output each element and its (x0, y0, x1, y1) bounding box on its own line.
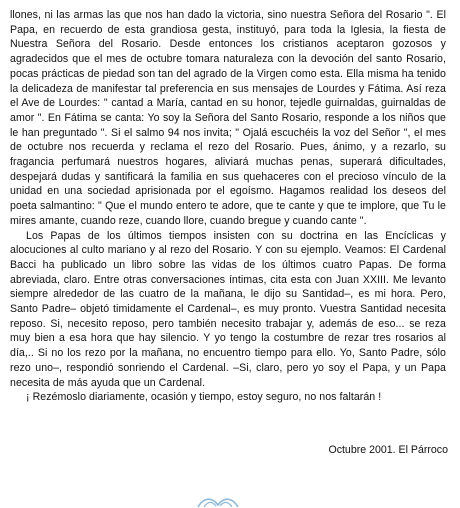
signature-line: Octubre 2001. El Párroco (328, 444, 448, 456)
article-body (10, 8, 446, 405)
paragraph-3: ¡ Rezémoslo diariamente, ocasión y tiempo, estoy seguro, no nos faltarán ! (26, 391, 382, 404)
decorative-ornament-icon (196, 496, 240, 508)
paragraph-1: llones, ni las armas las que nos han dado la victoria, sino nuestra Señora del Rosario ". El Papa, en recuerdo de esta grandiosa gesta, instituyó, para toda la Iglesia, la fiesta de Nuestra Señora del Rosario. Desde entonces los cristianos aceptaron gozosos y agradecidos que el mes de octubre tomara naturaleza con la devoción del santo Rosario, pocas prácticas de piedad son tan del agrado de la Virgen como esta. Ella misma ha tenido la delicadeza de manifestar tal preferencia en sus mensajes de Lourdes y Fátima. Así reza el Ave de Lourdes: " cantad a María, cantad en su honor, tejedle guirnaldas, guirnaldas de amor ". En Fátima se canta: Yo soy la Señora del Santo Rosario, responde a los niños que le han preguntado ". Si el salmo 94 nos invita; " Ojalá escuchéis la voz del Señor ", el mes de octubre nos recuerda y reclama el rezo del Rosario. Pues, ánimo, y a rezarlo, su fragancia perfumará nuestros hogares, aliviará muchas penas, superará dificultades, despejará dudas y santificará la familia en sus quehaceres con el precioso vínculo de la unidad en una sociedad aprisionada por el egoísmo. Hagamos realidad los deseos del poeta salmantino: " Que el mundo entero te adore, que te cante y que te implore, que Tu le mires amante, cuando reze, cuando llore, cuando bregue y cuando cante ". (10, 9, 446, 227)
paragraph-2: Los Papas de los últimos tiempos insisten con su doctrina en las Encíclicas y alocuciones al culto mariano y al rezo del Rosario. Y con su ejemplo. Veamos: El Cardenal Bacci ha publicado un libro sobre las vidas de los últimos cuatro Papas. De forma abreviada, claro. Entre otras conversaciones íntimas, cita esta con Juan XXIII. Me levanto siempre alrededor de las cuatro de la mañana, le dijo su Santidad–, es mi hora. Pero, Santo Padre– objetó timidamente el Cardenal–, es muy pronto. Vuestra Santidad necesita reposo. Si, necesito reposo, pero también necesito trabajar y, además de eso... se reza muy bien a esa hora que hay silencio. Y yo tengo la costumbre de rezar tres rosarios al día,.. Si no los rezo por la mañana, no encuentro tiempo para ello. Yo, Santo Padre, sólo rezo uno–, respondió sonriendo el Cardenal. –Si, claro, pero yo soy el Papa, y un Papa necesita de más ayuda que un Cardenal. (10, 229, 446, 389)
